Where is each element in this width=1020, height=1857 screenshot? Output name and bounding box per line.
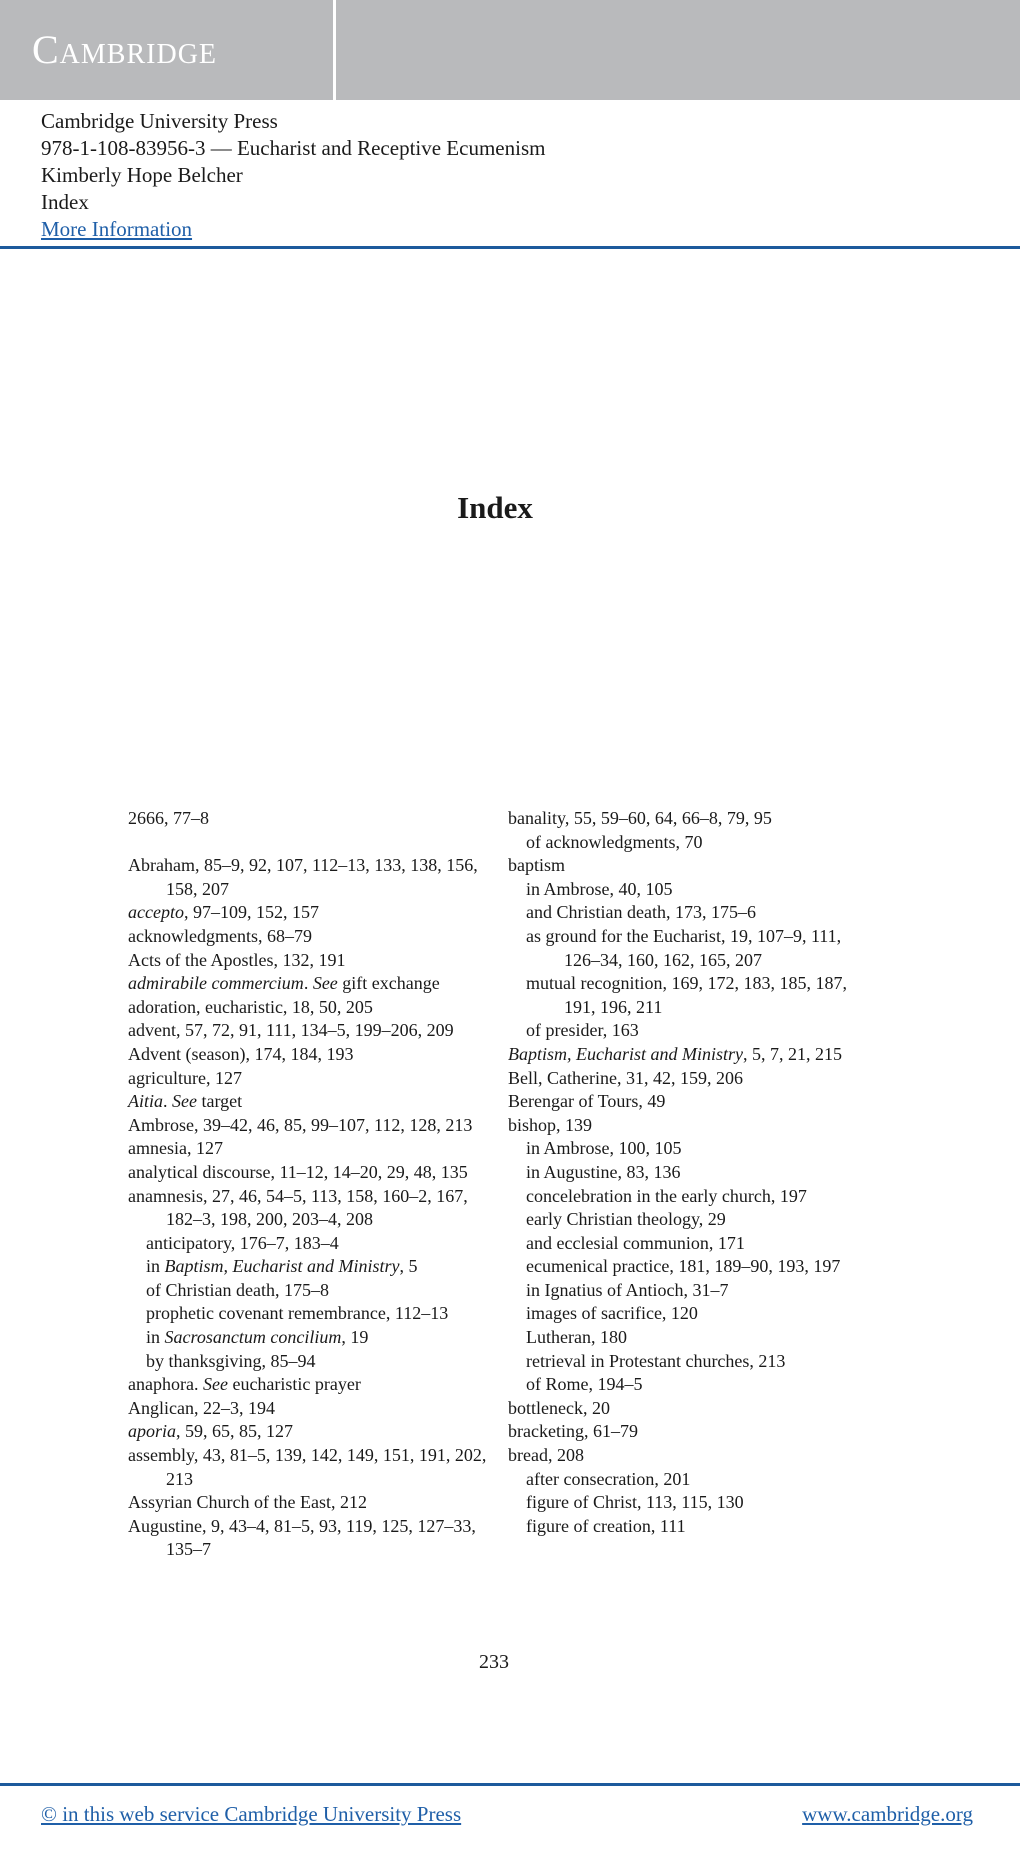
page-number: 233 — [479, 1651, 509, 1673]
index-subentry: and Christian death, 173, 175–6 — [526, 902, 756, 923]
index-column-right — [508, 807, 868, 1538]
page-title: Index — [457, 490, 533, 525]
index-subentry: prophetic covenant remembrance, 112–13 — [146, 1303, 449, 1324]
index-entry: Abraham, 85–9, 92, 107, 112–13, 133, 138, 156, 158, 207 — [128, 855, 478, 899]
isbn-title: 978-1-108-83956-3 — Eucharist and Receptive Ecumenism — [41, 136, 546, 160]
index-entry: banality, 55, 59–60, 64, 66–8, 79, 95 — [508, 808, 772, 828]
index-entry: baptism — [508, 855, 565, 876]
index-entry: Berengar of Tours, 49 — [508, 1091, 666, 1112]
index-entry: aporia, 59, 65, 85, 127 — [128, 1421, 294, 1442]
index-subentry: by thanksgiving, 85–94 — [146, 1350, 316, 1371]
index-subentry: and ecclesial communion, 171 — [526, 1232, 745, 1253]
cambridge-logo: Cambridge — [32, 27, 218, 72]
index-entry: analytical discourse, 11–12, 14–20, 29, 48, 135 — [128, 1161, 468, 1182]
index-entry: admirabile commercium. See gift exchange — [128, 973, 440, 994]
index-entry: bread, 208 — [508, 1445, 584, 1466]
index-subentry: figure of creation, 111 — [526, 1515, 686, 1536]
index-subentry: after consecration, 201 — [526, 1468, 691, 1489]
index-subentry: retrieval in Protestant churches, 213 — [526, 1350, 786, 1371]
index-subentry: images of sacrifice, 120 — [526, 1303, 698, 1324]
index-subentry: in Ignatius of Antioch, 31–7 — [526, 1279, 729, 1300]
index-entry: assembly, 43, 81–5, 139, 142, 149, 151, 191, 202, 213 — [128, 1445, 487, 1489]
index-entry: bishop, 139 — [508, 1114, 593, 1135]
index-subentry: ecumenical practice, 181, 189–90, 193, 197 — [526, 1256, 841, 1277]
index-subentry: in Augustine, 83, 136 — [526, 1161, 681, 1182]
index-entry: Aitia. See target — [128, 1091, 243, 1112]
index-entry: accepto, 97–109, 152, 157 — [128, 902, 319, 923]
index-entry: Bell, Catherine, 31, 42, 159, 206 — [508, 1067, 743, 1088]
index-entry: Anglican, 22–3, 194 — [128, 1397, 275, 1418]
banner-divider — [333, 0, 336, 100]
index-subentry: figure of Christ, 113, 115, 130 — [526, 1492, 744, 1513]
index-subentry: of presider, 163 — [526, 1020, 639, 1041]
index-spacer — [128, 831, 488, 855]
index-entry: bracketing, 61–79 — [508, 1421, 638, 1442]
index-entry: acknowledgments, 68–79 — [128, 925, 312, 946]
header-rule — [0, 246, 1020, 249]
index-subentry: in Baptism, Eucharist and Ministry, 5 — [146, 1256, 418, 1277]
index-entry: Augustine, 9, 43–4, 81–5, 93, 119, 125, 127–33, 135–7 — [128, 1515, 476, 1560]
index-entry: bottleneck, 20 — [508, 1397, 610, 1418]
index-entry: amnesia, 127 — [128, 1138, 223, 1159]
index-subentry: in Ambrose, 40, 105 — [526, 878, 673, 899]
index-entry: Acts of the Apostles, 132, 191 — [128, 949, 346, 970]
index-subentry: of Rome, 194–5 — [526, 1374, 643, 1395]
index-entry: agriculture, 127 — [128, 1067, 242, 1088]
publisher-name: Cambridge University Press — [41, 109, 278, 133]
index-entry: 2666, 77–8 — [128, 808, 209, 828]
index-column-left — [128, 807, 488, 1562]
index-subentry: mutual recognition, 169, 172, 183, 185, 187, 191, 196, 211 — [526, 973, 847, 1017]
index-subentry: anticipatory, 176–7, 183–4 — [146, 1232, 339, 1253]
index-subentry: of acknowledgments, 70 — [526, 831, 703, 852]
index-entry: advent, 57, 72, 91, 111, 134–5, 199–206, 209 — [128, 1020, 454, 1041]
more-information-link[interactable]: More Information — [41, 217, 193, 241]
index-entry: anamnesis, 27, 46, 54–5, 113, 158, 160–2, 167, 182–3, 198, 200, 203–4, 208 — [128, 1185, 468, 1230]
website-link[interactable]: www.cambridge.org — [802, 1802, 973, 1826]
index-entry: Advent (season), 174, 184, 193 — [128, 1043, 354, 1064]
book-metadata — [41, 108, 545, 243]
index-entry: Ambrose, 39–42, 46, 85, 99–107, 112, 128, 213 — [128, 1114, 473, 1135]
index-entry: anaphora. See eucharistic prayer — [128, 1374, 361, 1395]
index-subentry: early Christian theology, 29 — [526, 1209, 726, 1230]
index-subentry: of Christian death, 175–8 — [146, 1279, 329, 1300]
index-subentry: concelebration in the early church, 197 — [526, 1185, 807, 1206]
index-subentry: Lutheran, 180 — [526, 1327, 627, 1348]
index-entry: Baptism, Eucharist and Ministry, 5, 7, 21, 215 — [508, 1043, 842, 1064]
index-entry: Assyrian Church of the East, 212 — [128, 1492, 367, 1513]
index-entry: adoration, eucharistic, 18, 50, 205 — [128, 996, 373, 1017]
index-subentry: in Ambrose, 100, 105 — [526, 1138, 682, 1159]
footer-rule — [0, 1783, 1020, 1786]
author-name: Kimberly Hope Belcher — [41, 163, 243, 187]
copyright-link[interactable]: © in this web service Cambridge University Press — [41, 1802, 462, 1826]
cambridge-banner — [0, 0, 1020, 100]
index-subentry: as ground for the Eucharist, 19, 107–9, 111, 126–34, 160, 162, 165, 207 — [526, 925, 842, 970]
section-name: Index — [41, 190, 89, 214]
index-subentry: in Sacrosanctum concilium, 19 — [146, 1327, 369, 1348]
